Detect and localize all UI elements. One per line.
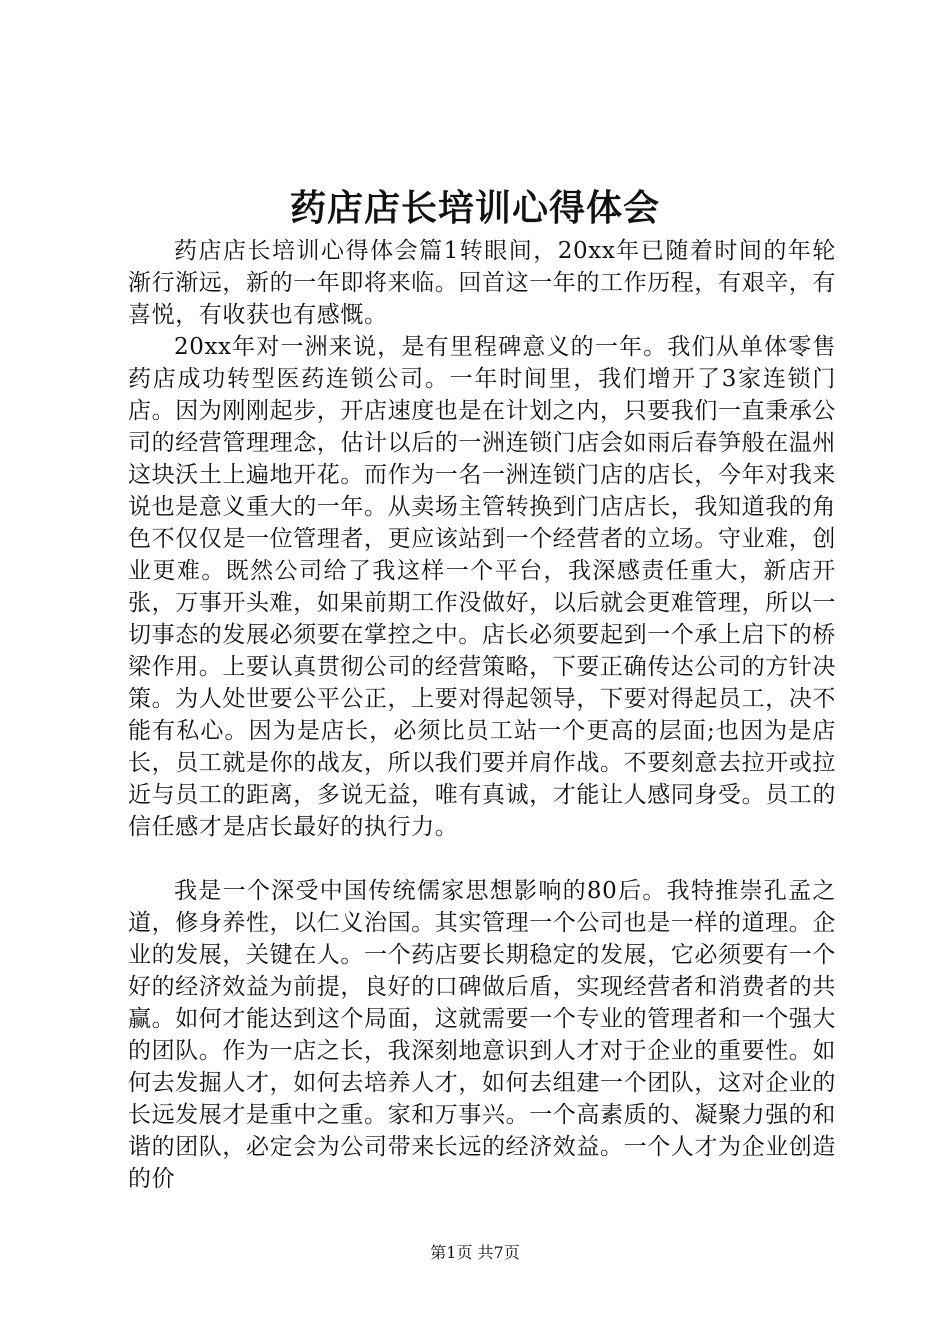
paragraph-1: 药店店长培训心得体会篇1转眼间，20xx年已随着时间的年轮渐行渐远，新的一年即将来临。回首这一年的工作历程，有艰辛，有喜悦，有收获也有感慨。	[128, 238, 836, 328]
paragraph-2: 20xx年对一洲来说，是有里程碑意义的一年。我们从单体零售药店成功转型医药连锁公司。一年时间里，我们增开了3家连锁门店。因为刚刚起步，开店速度也是在计划之内，只要我们一直秉承公司的经营管理理念，估计以后的一洲连锁门店会如雨后春笋般在温州这块沃土上遍地开花。而作为一名一洲连锁门店的店长，今年对我来说也是意义重大的一年。从卖场主管转换到门店店长，我知道我的角色不仅仅是一位管理者，更应该站到一个经营者的立场。守业难，创业更难。既然公司给了我这样一个平台，我深感责任重大，新店开张，万事开头难，如果前期工作没做好，以后就会更难管理，所以一切事态的发展必须要在掌控之中。店长必须要起到一个承上启下的桥梁作用。上要认真贯彻公司的经营策略，下要正确传达公司的方针决策。为人处世要公平公正，上要对得起领导，下要对得起员工，决不能有私心。因为是店长，必须比员工站一个更高的层面;也因为是店长，员工就是你的战友，所以我们要并肩作战。不要刻意去拉开或拉近与员工的距离，多说无益，唯有真诚，才能让人感同身受。员工的信任感才是店长最好的执行力。	[128, 334, 836, 840]
paragraph-3: 我是一个深受中国传统儒家思想影响的80后。我特推崇孔孟之道，修身养性，以仁义治国。其实管理一个公司也是一样的道理。企业的发展，关键在人。一个药店要长期稳定的发展，它必须要有一个好的经济效益为前提，良好的口碑做后盾，实现经营者和消费者的共赢。如何才能达到这个局面，这就需要一个专业的管理者和一个强大的团队。作为一店之长，我深刻地意识到人才对于企业的重要性。如何去发掘人才，如何去培养人才，如何去组建一个团队，这对企业的长远发展才是重中之重。家和万事兴。一个高素质的、凝聚力强的和谐的团队，必定会为公司带来长远的经济效益。一个人才为企业创造的价	[128, 878, 836, 1192]
document-body	[128, 235, 836, 1195]
page-number-footer: 第1页 共7页	[430, 1243, 520, 1262]
document-title: 药店店长培训心得体会	[289, 187, 660, 229]
